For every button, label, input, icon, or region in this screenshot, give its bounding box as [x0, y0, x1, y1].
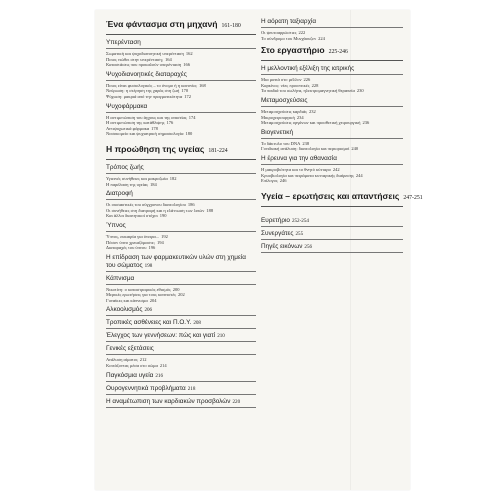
toc-page-number: 256 — [304, 243, 313, 250]
toc-page-number: 178 — [151, 125, 158, 131]
toc-section — [106, 190, 256, 200]
toc-section — [106, 39, 256, 49]
toc-page-number: 192 — [161, 233, 168, 239]
toc-entry — [261, 120, 403, 126]
toc-page-number: 228 — [311, 82, 319, 88]
toc-entry-title: Τα παιδιά του σωλήνα, ηλεκτρομαγνητική θεραπεία — [261, 88, 355, 94]
toc-page-number: 190 — [159, 213, 167, 219]
toc-page-number: 170 — [181, 88, 189, 94]
toc-page-number: 240 — [351, 146, 359, 152]
toc-section-title: Βιογενετική — [261, 128, 294, 136]
toc-section — [261, 97, 403, 107]
toc-section-title: Τρόπος ζωής — [106, 163, 144, 171]
toc-entry-title: Πόσον ύπνο χρειαζόμαστε; — [106, 239, 156, 245]
toc-entry-title: Οι ουσιαστικές του σύγχρονου διαιτολογίου — [106, 202, 186, 208]
toc-entry-title: Η αντιμετώπιση της κατάθλιψης — [106, 120, 165, 126]
toc-section — [106, 306, 256, 316]
toc-section-title: Μεταμοσχεύσεις — [261, 96, 308, 104]
toc-page-number: 218 — [187, 385, 196, 392]
toc-page-number: 212 — [139, 357, 147, 363]
toc-page-number: 225-246 — [328, 49, 348, 56]
toc-section — [106, 254, 256, 272]
toc-page-number: 198 — [144, 262, 153, 269]
toc-section — [106, 222, 256, 232]
toc-entry — [261, 36, 403, 42]
toc-section-title: Ψυχοφάρμακα — [106, 102, 148, 110]
toc-entry-title: Καρκίνος: νέες προοπτικές — [261, 82, 310, 88]
toc-section-title: Ευρετήριο — [261, 216, 290, 224]
toc-page-number: 236 — [362, 120, 370, 126]
toc-entry-title: Η αντιμετώπιση του άγχους και της απιστίας — [106, 114, 187, 120]
toc-section-title: Γενικές εξετάσεις — [106, 345, 154, 353]
toc-entry — [261, 146, 403, 152]
toc-page-number: 200 — [172, 286, 180, 292]
toc-page-number: 172 — [184, 93, 192, 99]
toc-chapter — [106, 144, 256, 160]
toc-chapter-title: Ένα φάντασμα στη μηχανή — [106, 19, 218, 29]
toc-section — [261, 243, 403, 253]
toc-spacer — [106, 137, 256, 140]
toc-entry-title: Ψύχωση: μακριά από την πραγματικότητα — [106, 93, 183, 99]
toc-section-title: Αλκοολισμός — [106, 306, 143, 314]
toc-entry-title: Και άλλοι διαιτητικοί στόχοι — [106, 213, 158, 219]
toc-section-title: Η μελλοντική εξέλιξη της ιατρικής — [261, 65, 355, 73]
toc-page-number: 176 — [166, 120, 174, 126]
toc-page-number: 226 — [303, 77, 311, 83]
toc-page-number: 232 — [309, 108, 316, 114]
toc-entry-title: Οι συνήθειες στη διατροφή και η ελάττωση των λιπών — [106, 207, 205, 213]
toc-entry-title: Το δάκτυλο του DNA — [261, 140, 301, 146]
toc-section-title: Πηγές εικόνων — [261, 242, 303, 250]
toc-page-number: 206 — [144, 307, 153, 314]
toc-section-title: Ύπνος — [106, 221, 126, 229]
toc-entry-title: Μεταμοσχεύσεις οργάνων και προσθετική χειρουργική — [261, 120, 361, 126]
toc-page-number: 182 — [169, 175, 177, 181]
toc-chapter — [261, 45, 403, 61]
toc-page-number: 164 — [164, 56, 172, 62]
toc-page-number: 220 — [232, 398, 241, 405]
toc-page-number: 252-254 — [291, 217, 309, 224]
toc-section-title: Υπερένταση — [106, 39, 141, 46]
toc-section-title: Η έρευνα για την αθανασία — [261, 154, 337, 162]
toc-chapter — [261, 190, 423, 207]
toc-entry-title: Υγιεινές συνήθειες και μακροζωία — [106, 175, 168, 181]
toc-page-number: 242 — [332, 166, 340, 172]
toc-spacer — [261, 211, 403, 214]
toc-entry — [106, 245, 256, 251]
toc-page-number: 246 — [279, 178, 287, 184]
toc-section — [106, 164, 256, 174]
toc-section — [106, 103, 256, 113]
toc-section — [261, 129, 403, 139]
toc-entry-title: Η παρέλαση της υγείας — [106, 181, 149, 187]
toc-page-number: 174 — [188, 114, 196, 120]
toc-section-title: Η αναμέτωπιση των καρδιακών προσβολών — [106, 397, 231, 405]
toc-section — [106, 319, 256, 329]
toc-page-number: 234 — [296, 114, 304, 120]
toc-section — [106, 372, 256, 382]
toc-right-column — [261, 15, 423, 255]
toc-section — [106, 275, 256, 285]
book-page — [95, 10, 423, 490]
toc-section-title: Κάπνισμα — [106, 274, 135, 282]
toc-page-number: 166 — [183, 62, 190, 68]
toc-entry-title: Αντιψυχωτικά φάρμακα — [106, 125, 150, 131]
toc-entry — [106, 94, 256, 100]
toc-entry-title: Ύπνος, ευκαιρία για όνειρα... — [106, 233, 160, 239]
toc-entry-title: Νικοτίνη: ο καταστροφικός εθισμός — [106, 286, 171, 292]
toc-page-number: 255 — [295, 230, 304, 237]
toc-section — [261, 155, 403, 165]
toc-entry — [106, 298, 256, 304]
toc-entry-title: Γυναίκες και κάπνισμα — [106, 297, 148, 303]
toc-entry-title: Διαταραχές του ύπνου — [106, 245, 147, 251]
toc-page-number: 168 — [198, 82, 206, 88]
toc-section-title: Ψυχοδιανοητικές διαταραχές — [106, 70, 187, 78]
toc-section-title: Η επίδραση των φαρμακευτικών υλών στη χημεία του σώματος — [106, 253, 246, 269]
toc-left-column — [106, 15, 256, 410]
toc-page-number: 244 — [355, 172, 363, 178]
toc-section-title: Συνεργάτες — [261, 229, 294, 237]
toc-entry-title: Μικροχειρουργική — [261, 114, 295, 120]
toc-entry-title: Ποιος είναι φυσιολογικός – το όνομο ή η κανονία; — [106, 82, 197, 88]
toc-section-title: Τροπικές ασθένειες και Π.Ο.Υ. — [106, 319, 192, 327]
toc-page-number: 210 — [217, 333, 225, 340]
toc-page-number: 188 — [206, 207, 214, 213]
toc-page-number: 181-224 — [208, 147, 228, 154]
toc-section-title: Διατροφή — [106, 190, 133, 198]
toc-page-number: 196 — [148, 245, 156, 251]
toc-entry-title: Καταστάσεις που προκαλούν υπερένταση — [106, 62, 182, 68]
toc-entry-title: Νεύρωση: η στέρηση της χαράς στη ζωή — [106, 88, 180, 94]
toc-section-title: Η αόρατη ταξιαρχία — [261, 18, 317, 25]
toc-page-number: 230 — [356, 88, 364, 94]
toc-page-number: 194 — [157, 239, 164, 245]
toc-page-number: 202 — [178, 292, 185, 298]
toc-section-title: Ουρογεννητικά προβλήματα — [106, 384, 186, 392]
toc-entry — [261, 88, 403, 94]
toc-section — [106, 345, 256, 355]
toc-spacer — [261, 184, 403, 187]
toc-section — [261, 230, 403, 240]
toc-page-number: 184 — [150, 181, 157, 187]
toc-page-number: 161-180 — [221, 23, 241, 29]
toc-page-number: 247-251 — [403, 194, 423, 201]
toc-entry-title: Οι ψευτοαρρώστιες — [261, 30, 297, 35]
toc-entry-title: Επίλογος — [261, 178, 278, 184]
toc-entry-title: Κοιτάζοντας μέσα στο σώμα — [106, 363, 158, 369]
toc-section-title: Παγκόσμια υγεία — [106, 371, 154, 379]
toc-section — [106, 332, 256, 342]
toc-section — [261, 65, 403, 75]
toc-entry-title: Το σύνδρομο του Μυνχάουζεν — [261, 35, 317, 41]
toc-section — [261, 217, 403, 227]
toc-section-title: Έλεγχος των γεννήσεων: πώς και γιατί — [106, 332, 216, 340]
toc-entry-title: Μεταμοσχεύσεις καρδιάς — [261, 108, 307, 114]
toc-entry — [106, 62, 256, 68]
toc-entry — [106, 213, 256, 219]
toc-entry-title: Σωματική και ψυχοδιανοητική υπερένταση — [106, 51, 184, 56]
toc-entry-title: Η μακροβιότητα και το θνητό κύτταρο — [261, 166, 331, 172]
toc-entry-title: Ανάλυση αίματος — [106, 357, 138, 363]
toc-section — [106, 398, 256, 408]
toc-page-number: 238 — [302, 140, 310, 146]
toc-section — [261, 18, 403, 28]
toc-chapter-title: Υγεία – ερωτήσεις και απαντήσεις — [261, 190, 400, 201]
toc-section — [106, 71, 256, 81]
toc-page-number: 180 — [185, 131, 193, 137]
toc-page-number: 186 — [187, 202, 195, 208]
toc-chapter-title: Στο εργαστήριο — [261, 45, 325, 56]
toc-page-number: 204 — [149, 297, 157, 303]
toc-page-number: 216 — [155, 372, 163, 379]
toc-chapter — [106, 19, 256, 35]
toc-section — [106, 385, 256, 395]
toc-entry-title: Κρυοβιολογία και πειράματα κυτταρικής διαίρεσης — [261, 172, 354, 178]
toc-entry — [106, 363, 256, 369]
toc-entry — [106, 182, 256, 188]
toc-entry-title: Γονιδιακή ανάλυση: διαιτολογία και περιορισμοί — [261, 146, 350, 152]
toc-entry-title: Μερικές ερωτήσεις για τους καπνιστές — [106, 292, 176, 298]
toc-chapter-title: Η προώθηση της υγείας — [106, 143, 205, 154]
toc-entry-title: Νοσοκομείο και ψυχιατρική σημασιολογία — [106, 131, 184, 137]
toc-page-number: 222 — [298, 30, 306, 35]
toc-page-number: 224 — [318, 35, 325, 41]
toc-page-number: 208 — [193, 320, 201, 327]
toc-entry-title: Ποιος νιώθει στην υπερένταση; — [106, 56, 163, 62]
toc-page-number: 214 — [159, 363, 167, 369]
toc-page-number: 162 — [185, 51, 193, 56]
toc-entry-title: Μια ματιά στο μέλλον — [261, 77, 302, 83]
